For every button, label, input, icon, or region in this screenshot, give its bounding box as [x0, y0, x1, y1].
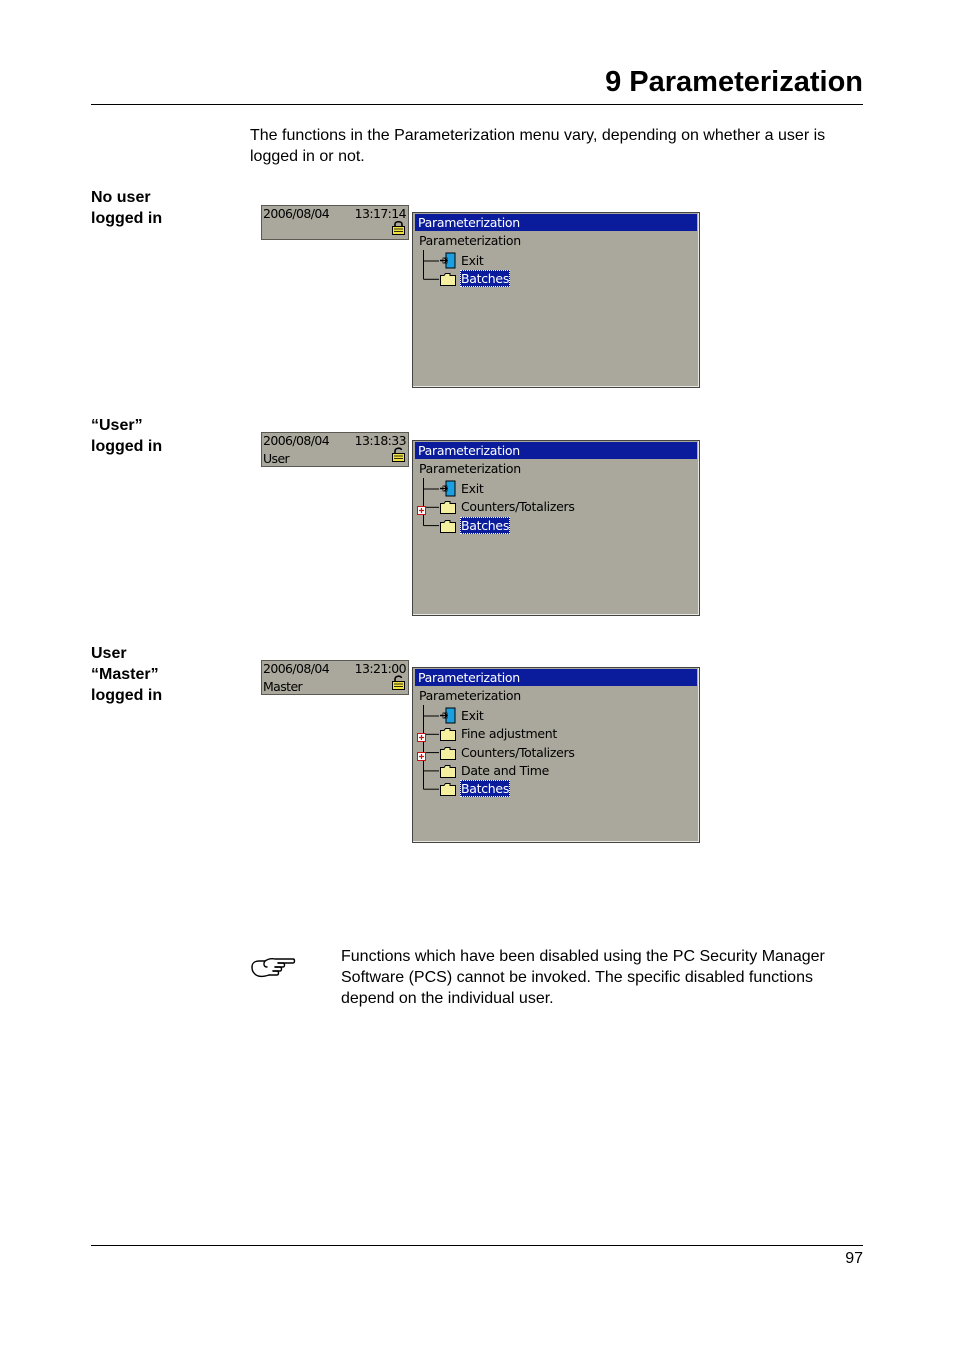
status-user: Master	[263, 679, 303, 694]
status-time: 13:17:14	[354, 206, 406, 221]
exit-door-icon	[439, 252, 457, 269]
menu-item-batches[interactable]	[413, 780, 693, 797]
menu-item-exit[interactable]	[413, 480, 693, 497]
section-label-line: “User”	[91, 417, 143, 434]
note-icon-pointing-hand	[249, 955, 297, 990]
menu-item-label: Exit	[461, 253, 484, 268]
menu-item-date-and-time[interactable]	[413, 762, 693, 779]
status-time: 13:21:00	[354, 661, 406, 676]
tree-root-label: Parameterization	[419, 461, 521, 476]
note-text: Functions which have been disabled using the PC Security Manager Software (PCS) cannot be invoked. The specific disabled functions depend on the individual user.	[341, 948, 825, 1007]
section-label	[91, 643, 231, 706]
folder-icon	[439, 270, 457, 287]
menu-item-label: Date and Time	[461, 762, 550, 778]
exit-door-icon	[439, 480, 457, 497]
section-label-line: logged in	[91, 438, 163, 455]
folder-icon	[439, 517, 457, 534]
parameterization-menu	[412, 212, 700, 388]
intro-paragraph: The functions in the Parameterization menu vary, depending on whether a user is logged in or not.	[250, 127, 826, 165]
exit-door-icon	[439, 707, 457, 724]
expand-plus-icon[interactable]	[417, 748, 426, 757]
folder-icon	[439, 780, 457, 797]
status-date: 2006/08/04	[263, 206, 330, 221]
tree-root-label: Parameterization	[419, 688, 521, 703]
menu-item-batches[interactable]	[413, 270, 693, 287]
folder-icon	[439, 498, 457, 515]
expand-plus-icon[interactable]	[417, 502, 426, 511]
tree-connector-lines	[413, 213, 453, 387]
menu-title-bar: Parameterization	[415, 214, 697, 231]
status-time: 13:18:33	[354, 433, 406, 448]
page-number: 97	[845, 1250, 863, 1267]
menu-title-bar: Parameterization	[415, 669, 697, 686]
menu-item-counters-totalizers[interactable]	[413, 498, 693, 515]
parameterization-menu	[412, 667, 700, 843]
section-label-line: logged in	[91, 687, 163, 704]
lock-open-icon	[390, 674, 407, 693]
tree-root-label: Parameterization	[419, 233, 521, 248]
menu-item-label: Fine adjustment	[461, 726, 557, 742]
menu-item-label: Batches	[461, 517, 510, 533]
folder-icon	[439, 744, 457, 761]
section-label-line: “Master”	[91, 666, 159, 683]
menu-item-counters-totalizers[interactable]	[413, 744, 693, 761]
status-bar	[261, 205, 409, 240]
folder-icon	[439, 725, 457, 742]
status-user: User	[263, 451, 290, 466]
menu-item-label: Batches	[461, 781, 510, 797]
section-label-line: No user	[91, 189, 151, 206]
lock-closed-icon	[390, 219, 407, 238]
menu-item-label: Batches	[461, 271, 510, 287]
menu-item-label: Exit	[461, 481, 484, 496]
section-label	[91, 187, 231, 229]
menu-item-label: Exit	[461, 708, 484, 723]
status-bar	[261, 660, 409, 695]
menu-item-label: Counters/Totalizers	[461, 744, 575, 760]
parameterization-menu	[412, 440, 700, 616]
menu-item-fine-adjustment[interactable]	[413, 725, 693, 742]
lock-open-icon	[390, 446, 407, 465]
menu-item-batches[interactable]	[413, 517, 693, 534]
menu-item-exit[interactable]	[413, 252, 693, 269]
chapter-title: 9 Parameterization	[605, 66, 863, 98]
expand-plus-icon[interactable]	[417, 729, 426, 738]
status-bar	[261, 432, 409, 467]
menu-item-label: Counters/Totalizers	[461, 499, 575, 515]
status-date: 2006/08/04	[263, 433, 330, 448]
status-date: 2006/08/04	[263, 661, 330, 676]
section-label	[91, 415, 231, 457]
folder-icon	[439, 762, 457, 779]
header-rule	[91, 104, 863, 105]
section-label-line: logged in	[91, 210, 163, 227]
menu-item-exit[interactable]	[413, 707, 693, 724]
menu-title-bar: Parameterization	[415, 442, 697, 459]
footer-rule	[91, 1245, 863, 1246]
section-label-line: User	[91, 645, 127, 662]
